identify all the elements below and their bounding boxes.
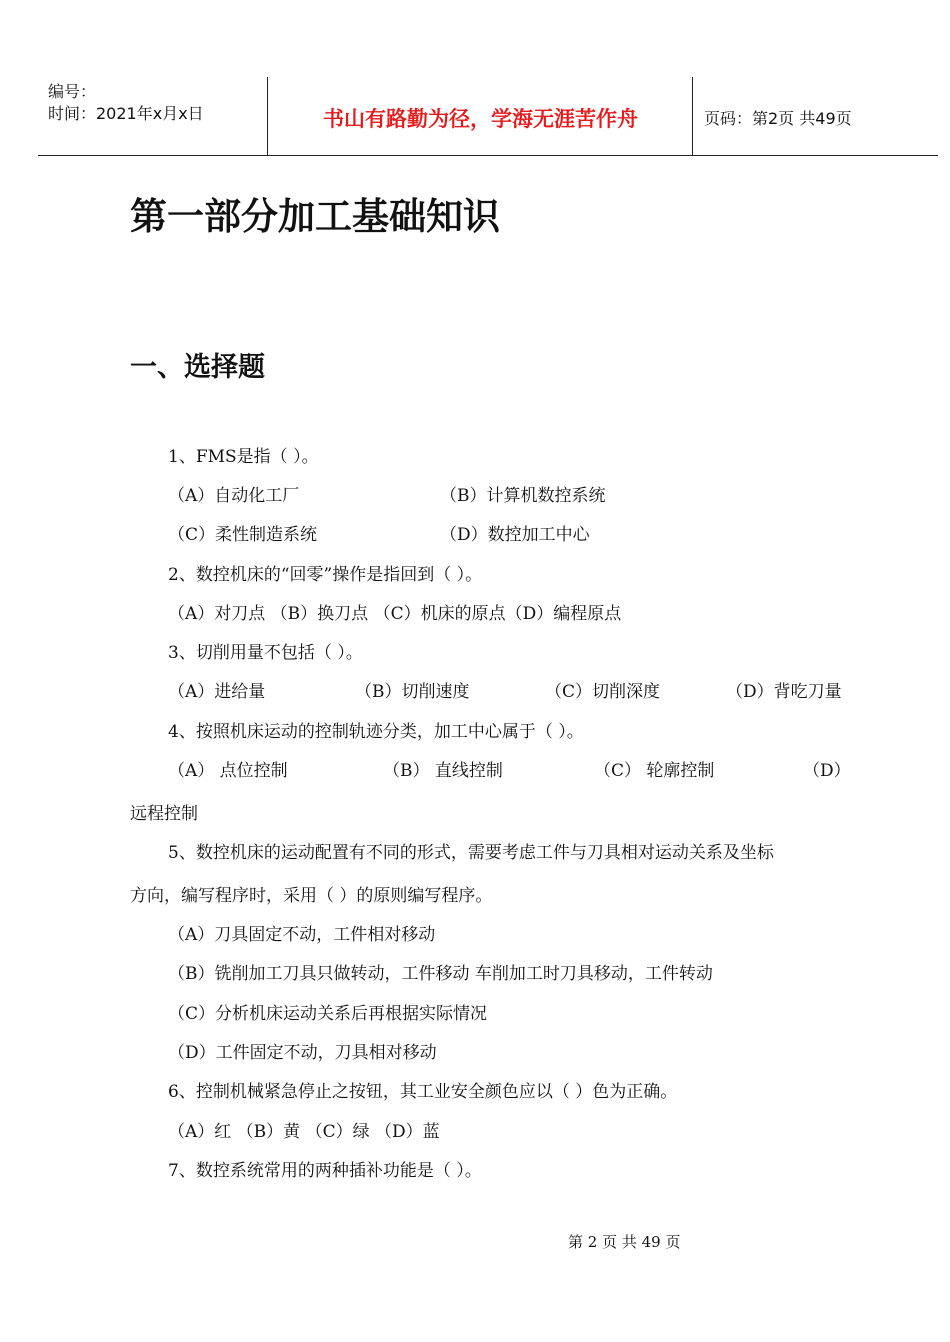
document-number-label: 编号： <box>48 82 97 101</box>
option-b: （B）计算机数控系统 <box>440 486 606 506</box>
question-stem: 4、按照机床运动的控制轨迹分类，加工中心属于（ ）。 <box>168 722 584 742</box>
page-footer: 第 2 页 共 49 页 <box>568 1233 681 1251</box>
option-c: （C）柔性制造系统 <box>168 525 318 545</box>
option-a: （A） 点位控制 <box>168 761 288 781</box>
section-title: 一、选择题 <box>130 352 265 383</box>
question-stem-continued: 方向，编写程序时，采用（ ）的原则编写程序。 <box>130 886 493 906</box>
question-stem: 1、FMS是指（ ）。 <box>168 447 319 467</box>
options-line: （A）红 （B）黄 （C）绿 （D）蓝 <box>168 1122 440 1142</box>
header-divider <box>692 77 693 155</box>
question-stem: 7、数控系统常用的两种插补功能是（ ）。 <box>168 1161 482 1181</box>
question-stem: 5、数控机床的运动配置有不同的形式，需要考虑工件与刀具相对运动关系及坐标 <box>168 843 774 863</box>
page-title: 第一部分加工基础知识 <box>130 195 500 238</box>
header-page-info: 页码：第2页 共49页 <box>704 109 852 128</box>
option-d: （D）工件固定不动，刀具相对移动 <box>168 1043 437 1063</box>
options-line: （A）对刀点 （B）换刀点 （C）机床的原点（D）编程原点 <box>168 604 622 624</box>
option-b: （B）切削速度 <box>355 682 470 702</box>
header-meta <box>48 81 204 125</box>
option-b: （B） 直线控制 <box>383 761 503 781</box>
header-motto: 书山有路勤为径，学海无涯苦作舟 <box>323 107 638 131</box>
option-a: （A）刀具固定不动，工件相对移动 <box>168 925 436 945</box>
question-stem: 2、数控机床的“回零”操作是指回到（ ）。 <box>168 565 483 585</box>
question-stem: 6、控制机械紧急停止之按钮，其工业安全颜色应以（ ）色为正确。 <box>168 1082 678 1102</box>
option-c: （C） 轮廓控制 <box>594 761 715 781</box>
option-a: （A）进给量 <box>168 682 266 702</box>
question-stem: 3、切削用量不包括（ ）。 <box>168 643 363 663</box>
option-d-prefix: （D） <box>803 761 851 781</box>
option-c: （C）切削深度 <box>545 682 661 702</box>
document-date: 时间：2021年x月x日 <box>48 104 204 123</box>
option-b: （B）铣削加工刀具只做转动，工件移动 车削加工时刀具移动，工件转动 <box>168 964 713 984</box>
option-d: （D）背吃刀量 <box>726 682 842 702</box>
option-d-text: 远程控制 <box>130 804 198 824</box>
option-c: （C）分析机床运动关系后再根据实际情况 <box>168 1004 488 1024</box>
page-header <box>38 77 938 156</box>
option-a: （A）自动化工厂 <box>168 486 300 506</box>
option-d: （D）数控加工中心 <box>440 525 590 545</box>
